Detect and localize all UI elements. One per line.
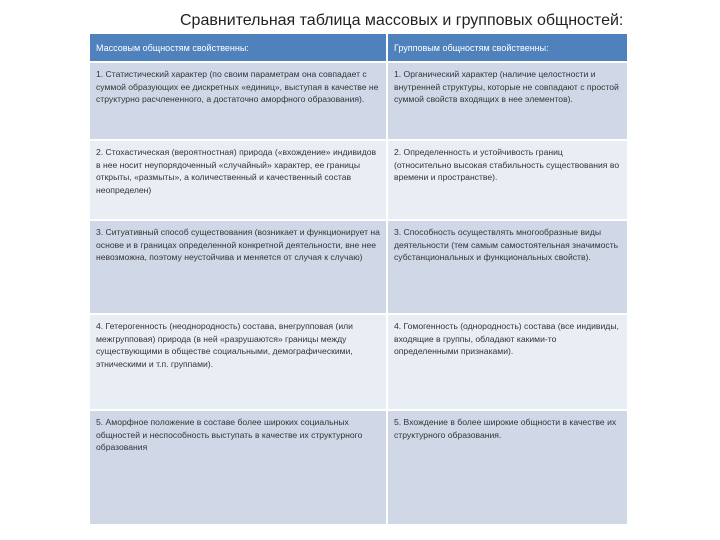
group-cell: 3. Способность осуществлять многообразные виды деятельности (тем самым самостоятельная значимость субстанциональных и функциональных свойств).: [387, 220, 627, 314]
mass-cell: 1. Статистический характер (по своим параметрам она совпадает с суммой образующих ее дискретных «единиц», выступая в качестве не структурно расчлененного, а достаточно аморфного образования).: [90, 62, 387, 140]
header-group-communities: Групповым общностям свойственны:: [387, 34, 627, 62]
mass-cell: 2. Стохастическая (вероятностная) природа («вхождение» индивидов в нее носит неупорядоченный «случайный» характер, ее границы открыты, «размыты», а количественный и качественный состав неопределен): [90, 140, 387, 220]
mass-cell: 5. Аморфное положение в составе более широких социальных общностей и неспособность выступать в качестве их структурного образования: [90, 410, 387, 525]
mass-cell: 4. Гетерогенность (неоднородность) состава, внегрупповая (или межгрупповая) природа (в ней «разрушаются» границы между существующими в обществе социальными, демографическими, этническими и т.п. группами).: [90, 314, 387, 410]
table-row: [90, 140, 627, 220]
page-title: Сравнительная таблица массовых и групповых общностей:: [180, 12, 624, 29]
comparison-table: [90, 34, 627, 526]
table-row: [90, 314, 627, 410]
table-row: [90, 220, 627, 314]
group-cell: 5. Вхождение в более широкие общности в качестве их структурного образования.: [387, 410, 627, 525]
mass-cell: 3. Ситуативный способ существования (возникает и функционирует на основе и в границах определенной конкретной деятельности, вне нее невозможна, поэтому неустойчива и меняется от случая к случаю): [90, 220, 387, 314]
group-cell: 4. Гомогенность (однородность) состава (все индивиды, входящие в группы, обладают какими-то определенными признаками).: [387, 314, 627, 410]
table-header-row: [90, 34, 627, 62]
table-row: [90, 62, 627, 140]
table-row: [90, 410, 627, 525]
header-mass-communities: Массовым общностям свойственны:: [90, 34, 387, 62]
group-cell: 2. Определенность и устойчивость границ (относительно высокая стабильность существования во времени и пространстве).: [387, 140, 627, 220]
group-cell: 1. Органический характер (наличие целостности и внутренней структуры, которые не совпадают с простой суммой свойств входящих в нее элементов).: [387, 62, 627, 140]
